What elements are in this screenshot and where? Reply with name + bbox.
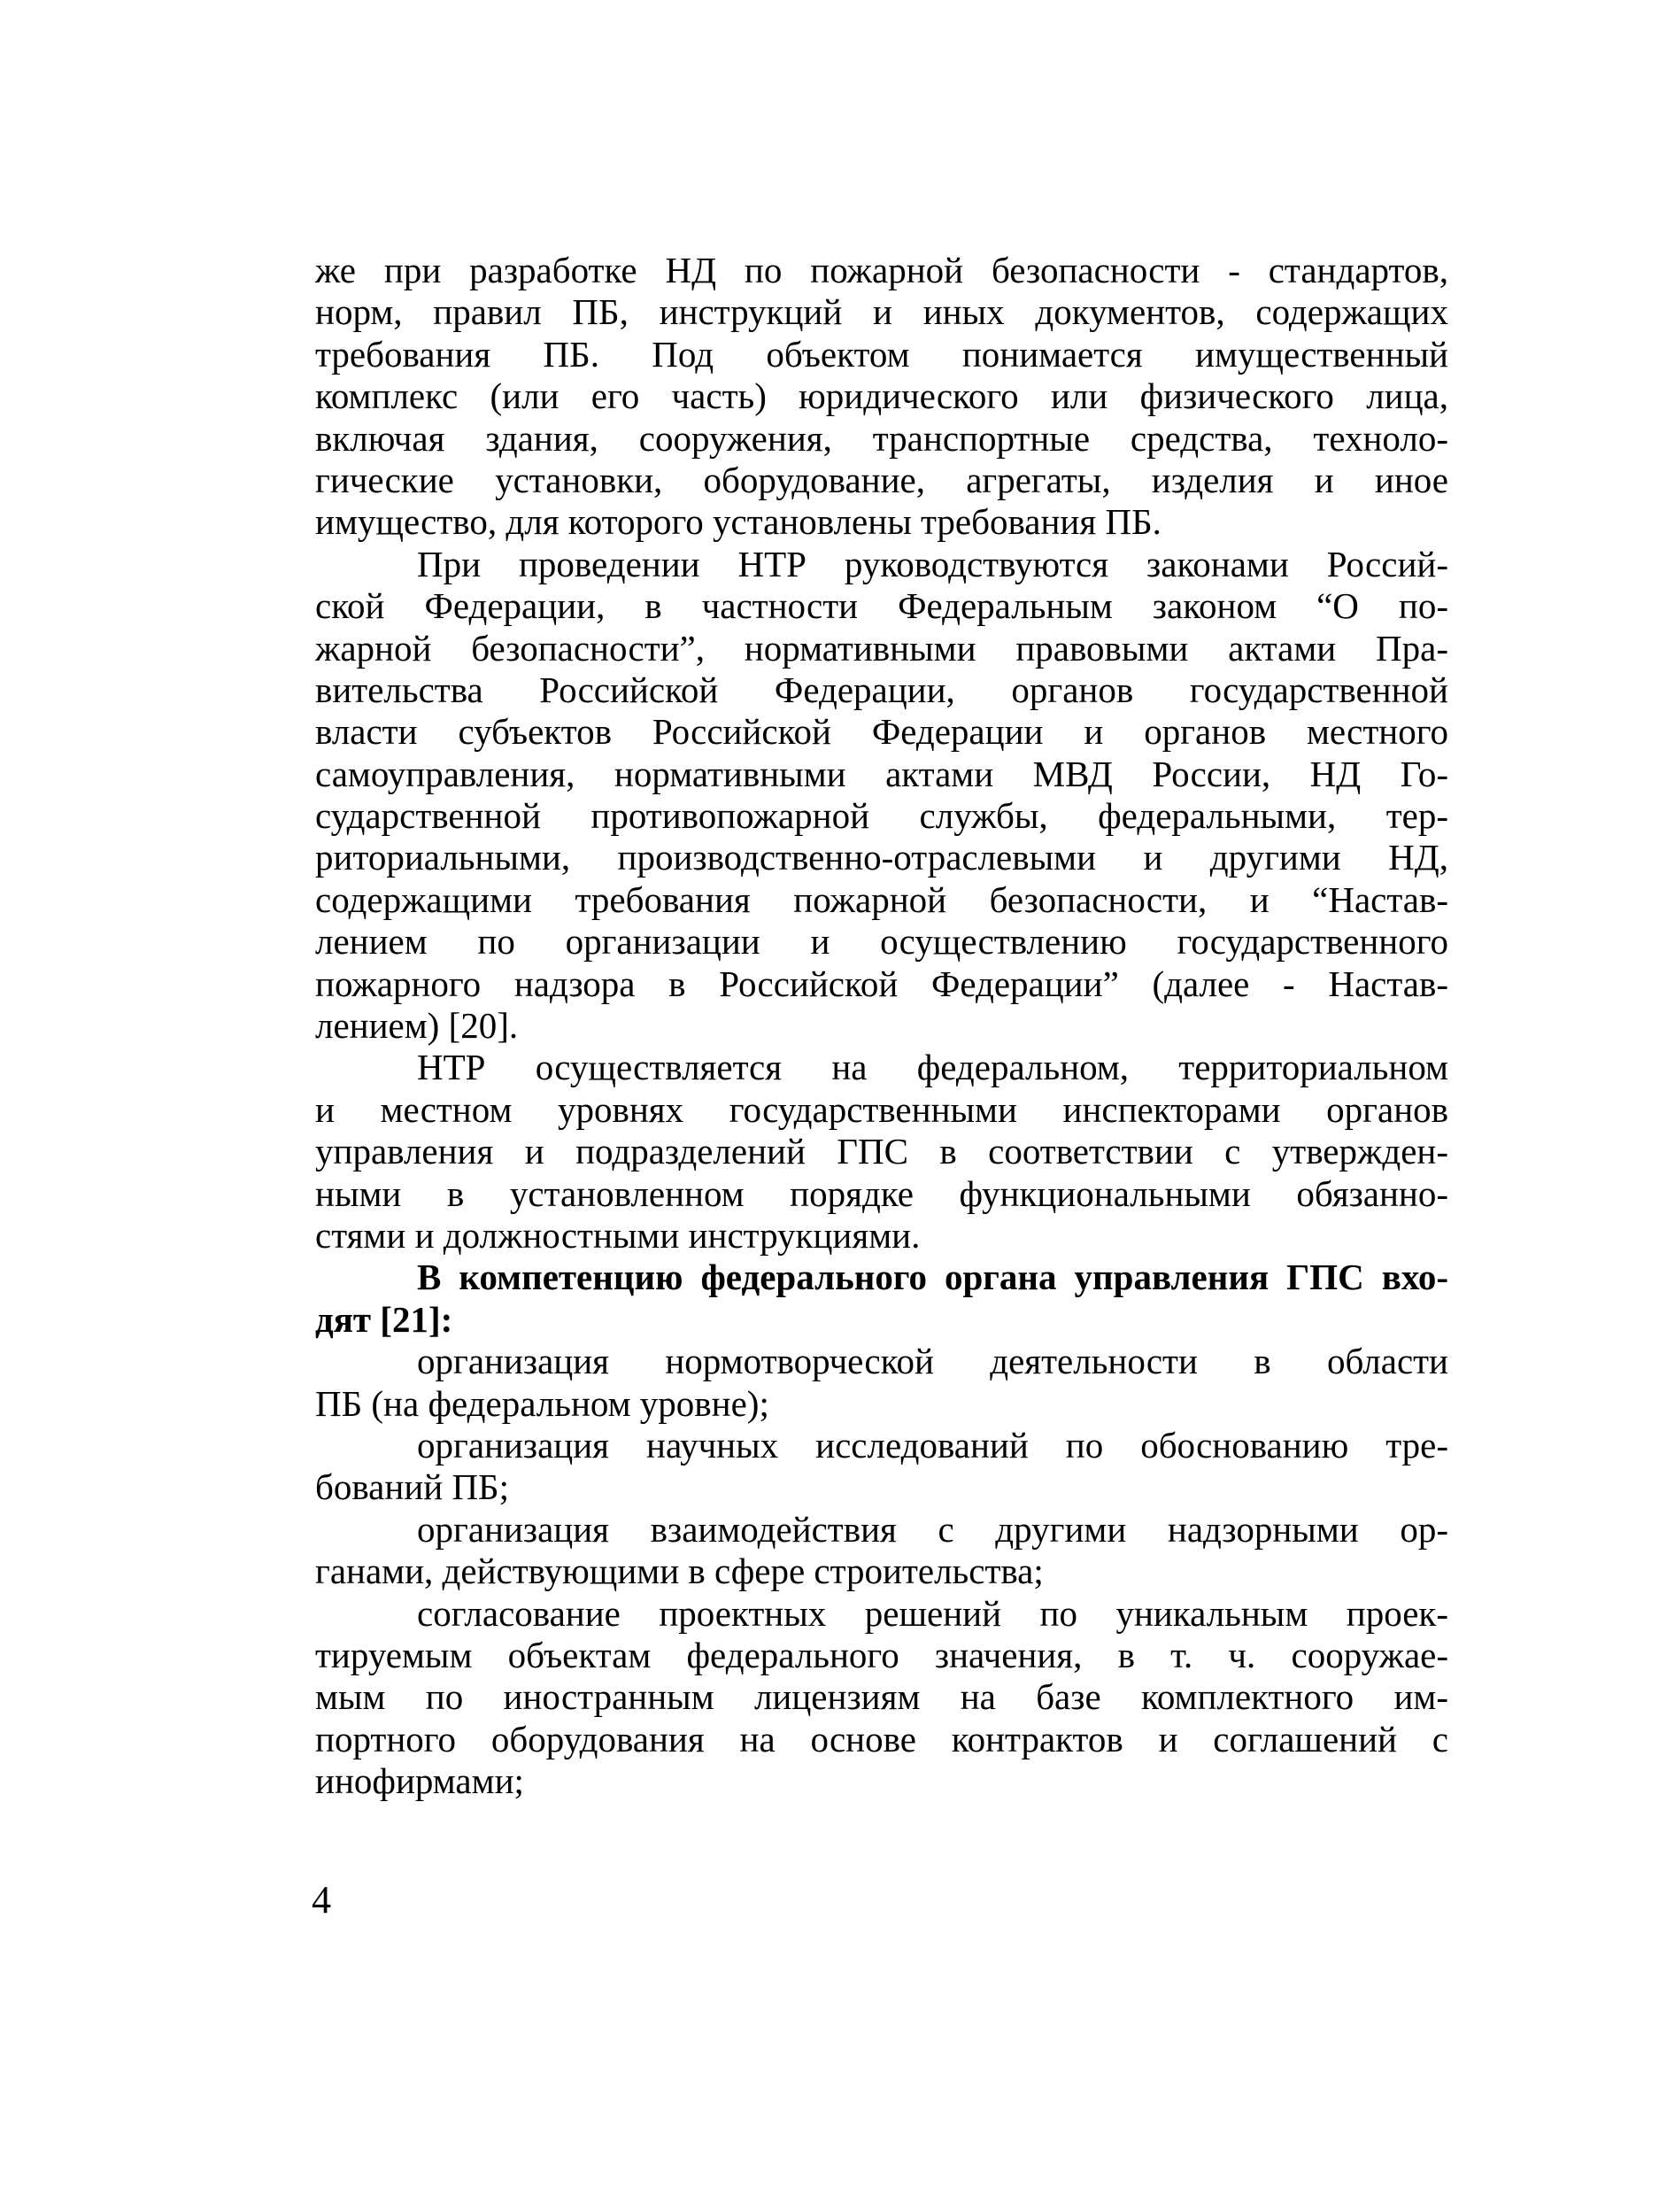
text-line: ганами, действующими в сфере строительства; bbox=[315, 1551, 1044, 1592]
text-line: же при разработке НД по пожарной безопасности - стандартов, bbox=[315, 250, 1448, 290]
text-line: портного оборудования на основе контрактов и соглашений с bbox=[315, 1718, 1448, 1760]
text-line: При проведении НТР руководствуются законами Россий- bbox=[417, 543, 1448, 584]
text-line: норм, правил ПБ, инструкций и иных документов, содержащих bbox=[315, 291, 1448, 333]
text-line: организация научных исследований по обоснованию тре- bbox=[417, 1424, 1448, 1466]
text-line: мым по иностранным лицензиям на базе комплектного им- bbox=[315, 1676, 1448, 1718]
text-line: управления и подразделений ГПС в соответствии с утвержден- bbox=[315, 1131, 1448, 1172]
text-line: жарной безопасности”, нормативными правовыми актами Пра- bbox=[315, 627, 1448, 669]
text-line: требования ПБ. Под объектом понимается имущественный bbox=[315, 333, 1448, 375]
text-line: согласование проектных решений по уникальным проек- bbox=[417, 1592, 1448, 1634]
text-line: сударственной противопожарной службы, федеральными, тер- bbox=[315, 795, 1448, 837]
text-line: бований ПБ; bbox=[315, 1466, 509, 1508]
text-line: лением) [20]. bbox=[315, 1005, 519, 1047]
text-line: гические установки, оборудование, агрегаты, изделия и иное bbox=[315, 459, 1448, 500]
text-line: самоуправления, нормативными актами МВД России, НД Го- bbox=[315, 753, 1448, 794]
heading-line: В компетенцию федерального органа управления ГПС вхо- bbox=[417, 1257, 1448, 1298]
text-line: ными в установленном порядке функциональными обязанно- bbox=[315, 1172, 1448, 1214]
text-line: организация нормотворческой деятельности в области bbox=[417, 1341, 1448, 1382]
text-line: лением по организации и осуществлению государственного bbox=[315, 921, 1448, 963]
text-line: стями и должностными инструкциями. bbox=[315, 1214, 921, 1256]
text-line: риториальными, производственно-отраслевыми и другими НД, bbox=[315, 837, 1448, 878]
heading-line: дят [21]: bbox=[315, 1298, 453, 1340]
text-line: и местном уровнях государственными инспекторами органов bbox=[315, 1088, 1448, 1130]
page-number: 4 bbox=[312, 1878, 331, 1922]
text-line: комплекс (или его часть) юридического или физического лица, bbox=[315, 375, 1448, 417]
text-line: ПБ (на федеральном уровне); bbox=[315, 1382, 769, 1424]
text-line: организация взаимодействия с другими надзорными ор- bbox=[417, 1508, 1448, 1550]
text-line: вительства Российской Федерации, органов государственной bbox=[315, 669, 1448, 710]
text-line: НТР осуществляется на федеральном, территориальном bbox=[417, 1047, 1448, 1088]
text-line: тируемым объектам федерального значения, в т. ч. сооружае- bbox=[315, 1634, 1448, 1675]
text-line: власти субъектов Российской Федерации и органов местного bbox=[315, 711, 1448, 753]
body-text bbox=[315, 250, 1448, 1802]
text-line: имущество, для которого установлены требования ПБ. bbox=[315, 501, 1161, 543]
text-line: инофирмами; bbox=[315, 1760, 524, 1802]
text-line: ской Федерации, в частности Федеральным законом “О по- bbox=[315, 585, 1448, 627]
text-line: содержащими требования пожарной безопасности, и “Настав- bbox=[315, 878, 1448, 920]
text-line: включая здания, сооружения, транспортные средства, техноло- bbox=[315, 417, 1448, 459]
text-line: пожарного надзора в Российской Федерации” (далее - Настав- bbox=[315, 963, 1448, 1004]
